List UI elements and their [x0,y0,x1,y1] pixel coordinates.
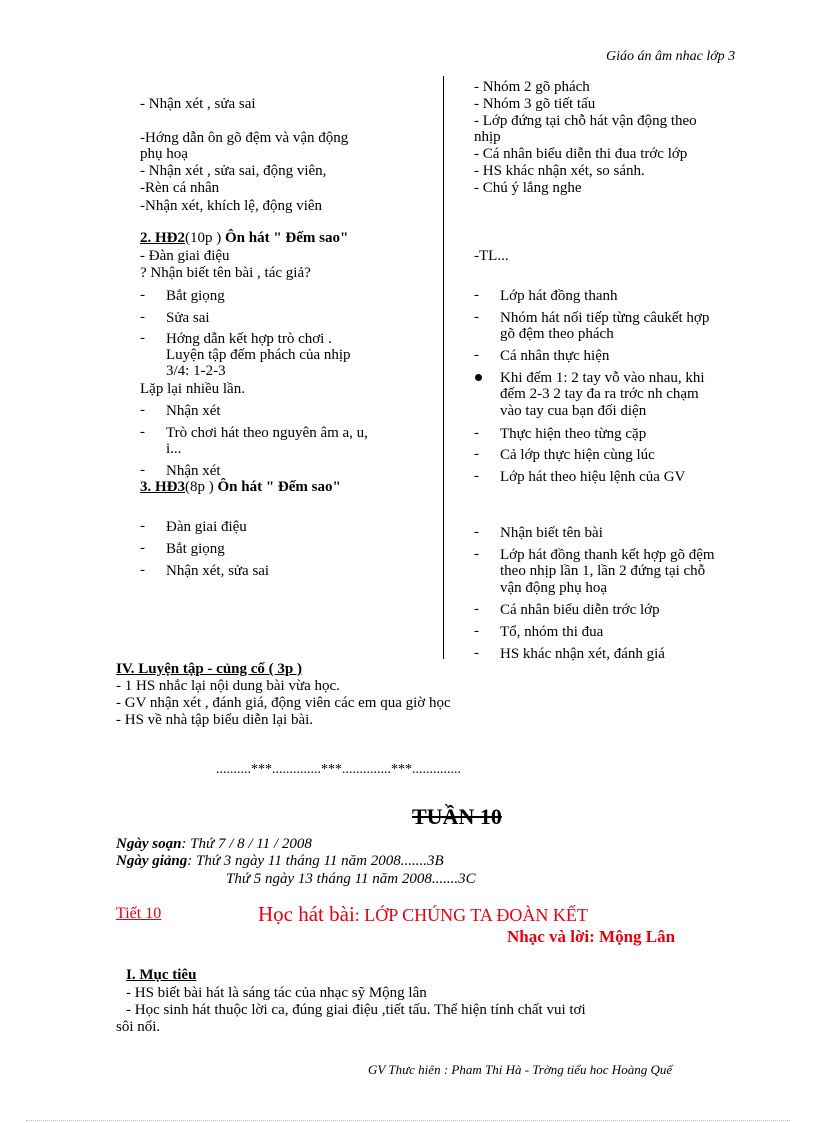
right-line: - Chú ý lắng nghe [474,180,582,196]
right-bullet: - HS khác nhận xét, đánh giá [500,646,665,662]
hd3-label: 3. HĐ3 [140,479,185,495]
left-bullet: - Nhận xét, sửa sai [166,563,269,579]
lesson-song: : LỚP CHÚNG TA ĐOÀN KẾT [354,905,588,925]
objectives-line: sôi nổi. [116,1019,161,1035]
hd2-title: Ôn hát " Đếm sao" [225,230,349,246]
left-line: -Rèn cá nhân [140,180,220,196]
right-line: - Cá nhân biểu diễn thi đua trớc lớp [474,146,688,162]
objectives-line: - HS biết bài hát là sáng tác của nhạc sỹ Mộng lân [126,985,427,1001]
left-bullet: - Nhận xét [166,403,221,419]
left-line: -Hớng dẫn ôn gõ đệm và vận động [140,130,349,146]
left-bullet: - Nhận xét [166,463,221,479]
right-line: - HS khác nhận xét, so sánh. [474,163,645,179]
date-soan-value: : Thứ 7 / 8 / 11 / 2008 [181,836,312,852]
right-bullet: - Lớp hát theo hiệu lệnh của GV [500,469,685,485]
right-line: nhịp [474,129,501,145]
hd3-title: Ôn hát " Đếm sao" [217,479,341,495]
page-bottom-rule [26,1120,790,1121]
right-bullet: - Thực hiện theo từng cặp [500,426,646,442]
date-giang-value1: : Thứ 3 ngày 11 tháng 11 năm 2008.......3B [187,853,444,869]
right-bullet: - Nhận biết tên bài [500,525,603,541]
right-bullet: - Lớp hát đồng thanh [500,288,618,304]
right-bullet-cont: theo nhịp lần 1, lần 2 đứng tại chỗ [500,563,706,579]
lesson-author: Nhạc và lời: Mộng Lân [507,927,676,946]
left-bullet: - Sửa sai [166,310,210,326]
date-giang [116,853,444,869]
left-line: phụ hoạ [140,146,188,162]
separator: ..........***..............***..............***.............. [216,762,461,777]
section4-title: IV. Luyện tập - củng cố ( 3p ) [116,661,302,677]
objectives-line: - Học sinh hát thuộc lời ca, đúng giai điệu ,tiết tấu. Thể hiện tính chất vui tơi [126,1002,586,1018]
left-bullet: - Hớng dẫn kết hợp trò chơi . [166,331,332,347]
right-bullet: - Nhóm hát nối tiếp từng câukết hợp [500,310,709,326]
left-bullet-cont: i... [166,441,182,457]
right-bullet-cont: vận động phụ hoạ [500,580,608,596]
left-line: -Nhận xét, khích lệ, động viên [140,198,323,214]
section4-line: - HS về nhà tập biểu diễn lại bài. [116,712,314,728]
right-line: - Nhóm 2 gõ phách [474,79,590,95]
left-bullet: - Bắt giọng [166,541,225,557]
right-bullet: - Cá nhân thực hiện [500,348,609,364]
right-bullet-cont: gõ đệm theo phách [500,326,614,342]
hd3-time: (8p ) [185,479,214,495]
page-footer: GV Thưc hiên : Pham Thi Hà - Trờng tiểu hoc Hoàng Quế [368,1062,673,1077]
date-soan [116,836,312,852]
right-bullet: - Lớp hát đồng thanh kết hợp gõ đệm [500,547,715,563]
left-line: - Nhận xét , sửa sai [140,96,256,112]
date-soan-label: Ngày soạn [116,836,182,852]
left-bullet-cont: Luyện tập đếm phách của nhịp [166,347,351,363]
left-bullet: - Bắt giọng [166,288,225,304]
section4-line: - GV nhận xét , đánh giá, động viên các em qua giờ học [116,695,451,711]
lesson-hoc-hat-label: Học hát bài [258,902,355,926]
right-line: -TL... [474,248,509,264]
right-dot-cont: vào tay cua bạn đối diện [500,403,647,419]
left-line: ? Nhận biết tên bài , tác giả? [140,265,311,281]
hd2-heading [140,230,348,246]
lesson-tiet: Tiết 10 [116,905,162,922]
column-divider [443,76,444,659]
objectives-title: I. Mục tiêu [126,967,197,983]
right-dot-cont: đếm 2-3 2 tay đa ra trớc nh chạm [500,386,699,402]
hd2-time: (10p ) [185,230,222,246]
hd3-heading [140,479,341,495]
date-giang-label: Ngày giảng [116,853,188,869]
section4-line: - 1 HS nhắc lại nội dung bài vừa học. [116,678,340,694]
right-bullet: - Tổ, nhóm thi đua [500,624,603,640]
lesson-hoc-hat [258,902,588,927]
left-line: - Nhận xét , sửa sai, động viên, [140,163,327,179]
right-bullet: - Cá nhân biểu diễn trớc lớp [500,602,660,618]
hd2-label: 2. HĐ2 [140,230,185,246]
right-line: - Lớp đứng tại chỗ hát vận động theo [474,113,697,129]
left-bullet-cont: 3/4: 1-2-3 [166,363,226,379]
date-giang-value2: Thứ 5 ngày 13 tháng 11 năm 2008.......3C [226,871,476,887]
left-line: - Đàn giai điệu [140,248,230,264]
page-header: Giáo án âm nhac lớp 3 [606,49,736,64]
left-bullet: - Trò chơi hát theo nguyên âm a, u, [166,425,368,441]
right-line: - Nhóm 3 gõ tiết tấu [474,96,596,112]
left-bullet: - Đàn giai điệu [166,519,247,535]
right-bullet: - Cả lớp thực hiện cùng lúc [500,447,655,463]
left-line: Lặp lại nhiều lần. [140,381,245,397]
right-dot-item: Khi đếm 1: 2 tay vỗ vào nhau, khi [500,370,705,386]
week-title: TUẦN 10 [412,804,502,829]
